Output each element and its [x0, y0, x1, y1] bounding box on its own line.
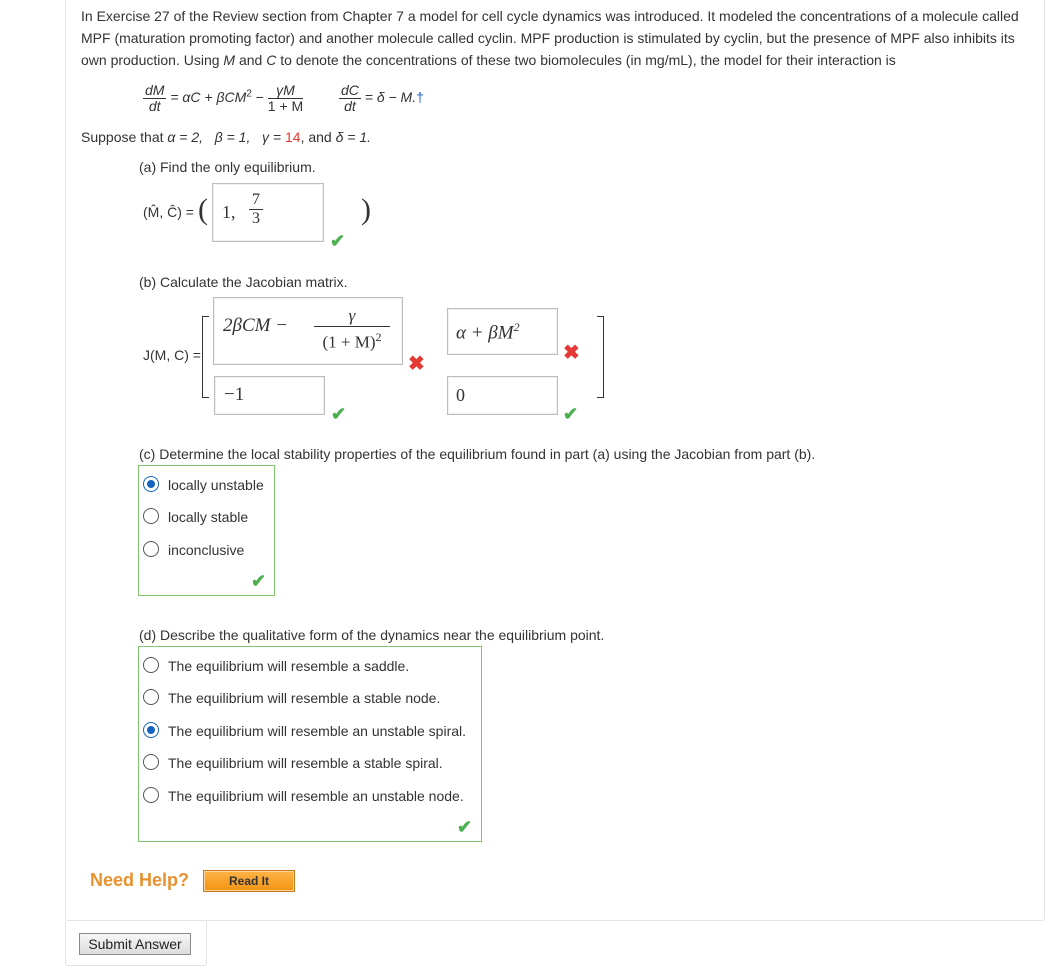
entry-21-correct-icon: ✔ — [331, 404, 347, 424]
dm-dt-fraction: $\frac{dM}{dt}$ — [145, 82, 165, 114]
entry-11-incorrect-icon: ✖ — [408, 353, 425, 375]
radio-icon[interactable] — [143, 508, 159, 524]
close-paren: ) — [361, 193, 371, 226]
part-d-correct-icon: ✔ — [457, 817, 473, 837]
rhs-1: = αC + βCM — [170, 89, 247, 106]
equilibrium-c-fraction: 7 3 — [249, 191, 263, 228]
jacobian-entry-12[interactable]: $\alpha + \beta M^2$ — [447, 308, 558, 355]
gamma-m-fraction: $\frac{\gamma M}{1 + M}$ — [267, 82, 304, 114]
part-c-label: (c) Determine the local stability properties of the equilibrium found in part (a) using the Jacobian from part (b). — [139, 446, 816, 462]
radio-icon[interactable] — [143, 541, 159, 557]
part-a-label: (a) Find the only equilibrium. — [139, 159, 316, 175]
part-c-correct-icon: ✔ — [251, 571, 267, 591]
minus-sign: − — [251, 89, 268, 106]
radio-icon[interactable] — [143, 754, 159, 770]
jacobian-entry-22[interactable]: 0 — [447, 376, 558, 415]
radio-icon[interactable] — [143, 689, 159, 705]
matrix-left-bracket — [202, 316, 209, 398]
var-m: M — [223, 52, 236, 68]
rhs-2: = δ − M. — [364, 89, 417, 106]
stability-options: locally unstable locally stable inconclusive ✔ — [138, 465, 275, 596]
equilibrium-lhs: (M̂, Ĉ) = — [143, 204, 194, 220]
radio-icon[interactable] — [143, 657, 159, 673]
jacobian-entry-11[interactable]: 2βCM − γ $(1 + M)^2$ — [213, 297, 403, 365]
gamma-label: γ = — [262, 129, 285, 145]
radio-selected-icon[interactable] — [143, 476, 159, 492]
gamma-value: 14 — [284, 129, 301, 145]
jacobian-entry-21[interactable]: −1 — [214, 376, 325, 415]
part-a-correct-icon: ✔ — [330, 231, 346, 251]
part-b-label: (b) Calculate the Jacobian matrix. — [139, 274, 348, 290]
equilibrium-answer-box[interactable] — [212, 183, 324, 242]
matrix-right-bracket — [597, 316, 604, 398]
entry-12-incorrect-icon: ✖ — [563, 342, 580, 364]
delta-value: δ = 1. — [335, 129, 372, 145]
alpha-value: α = 2, — [167, 129, 204, 145]
rhs-1-exponent: 2 — [246, 88, 252, 100]
var-c: C — [266, 52, 277, 68]
equilibrium-m-value: 1, — [222, 202, 236, 222]
part-d-label: (d) Describe the qualitative form of the dynamics near the equilibrium point. — [139, 627, 605, 643]
model-equations — [143, 83, 424, 114]
problem-intro — [81, 5, 1031, 71]
dc-dt-fraction: $\frac{dC}{dt}$ — [340, 82, 359, 114]
intro-text-a: In Exercise 27 of the Review section from Chapter 7 a model for cell cycle dynamics was introduced. It modeled the concentrations of a molecule called MPF (maturation promoting factor) and another molecule called cyclin. MPF production is stimulated by cyclin, but the presence of MPF also inhibits its own production. Using — [81, 8, 1019, 68]
dagger-footnote[interactable]: † — [416, 89, 424, 106]
entry-22-correct-icon: ✔ — [563, 404, 579, 424]
intro-and: and — [235, 52, 267, 68]
intro-text-b: to denote the concentrations of these two biomolecules (in mg/mL), the model for their interaction is — [276, 52, 896, 68]
jacobian-lhs: J(M, C) = — [143, 347, 201, 363]
beta-value: β = 1, — [214, 129, 251, 145]
radio-icon[interactable] — [143, 787, 159, 803]
radio-selected-icon[interactable] — [143, 722, 159, 738]
open-paren: ( — [198, 193, 208, 226]
dynamics-options: The equilibrium will resemble a saddle. The equilibrium will resemble a stable node. The equilibrium will resemble an unstable spiral. The equilibrium will resemble a stable spiral. The equilibrium will resemble an unstable node. ✔ — [138, 646, 482, 842]
read-it-button[interactable]: Read It — [203, 870, 295, 892]
need-help-label: Need Help? — [90, 870, 190, 890]
submit-answer-button[interactable]: Submit Answer — [79, 933, 191, 955]
parameter-values: Suppose that α = 2, β = 1, γ = 14, and δ = 1. — [81, 129, 372, 145]
